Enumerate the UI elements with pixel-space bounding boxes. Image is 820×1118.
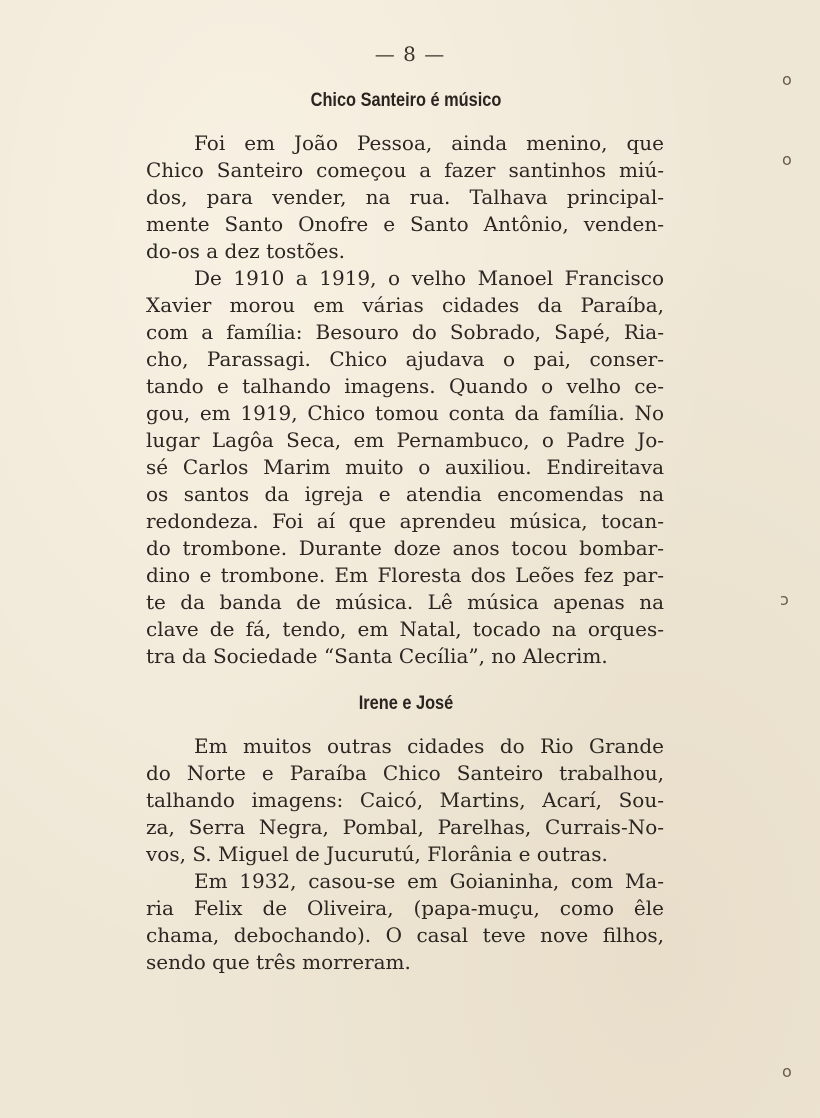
text-line: sé Carlos Marim muito o auxiliou. Endireitava	[146, 455, 664, 479]
text-line: talhando imagens: Caicó, Martins, Acarí, Sou-	[146, 788, 664, 812]
text-line: mente Santo Onofre e Santo Antônio, venden-	[146, 212, 664, 236]
text-line: te da banda de música. Lê música apenas na	[146, 590, 664, 614]
text-line: do Norte e Paraíba Chico Santeiro trabalhou,	[146, 761, 664, 785]
text-line: Chico Santeiro começou a fazer santinhos miú-	[146, 158, 664, 182]
text-line: Xavier morou em várias cidades da Paraíba,	[146, 293, 664, 317]
text-line: dino e trombone. Em Floresta dos Leões fez par-	[146, 563, 664, 587]
section-2-body-part-1	[146, 733, 664, 868]
section-2-body-part-2	[146, 868, 664, 976]
section-heading-irene-e-jose: Irene e José	[358, 693, 454, 714]
text-line: cho, Parassagi. Chico ajudava o pai, conser-	[146, 347, 664, 371]
text-line: chama, debochando). O casal teve nove filhos,	[146, 923, 664, 947]
text-line: De 1910 a 1919, o velho Manoel Francisco	[194, 266, 664, 290]
binding-hole-mark: o	[782, 70, 792, 89]
text-line: Foi em João Pessoa, ainda menino, que	[194, 131, 664, 155]
text-line: do trombone. Durante doze anos tocou bombar-	[146, 536, 664, 560]
text-line: dos, para vender, na rua. Talhava principal-	[146, 185, 664, 209]
text-line: sendo que três morreram.	[146, 950, 411, 974]
text-line: Em muitos outras cidades do Rio Grande	[194, 734, 664, 758]
text-line: gou, em 1919, Chico tomou conta da família. No	[146, 401, 664, 425]
text-line: do-os a dez tostões.	[146, 239, 345, 263]
text-line: lugar Lagôa Seca, em Pernambuco, o Padre Jo-	[146, 428, 664, 452]
page-number: — 8 —	[374, 42, 446, 66]
binding-hole-mark: o	[782, 1062, 792, 1081]
text-line: clave de fá, tendo, em Natal, tocado na orques-	[146, 617, 664, 641]
text-line: za, Serra Negra, Pombal, Parelhas, Currais-No-	[146, 815, 664, 839]
text-line: tra da Sociedade “Santa Cecília”, no Alecrim.	[146, 644, 608, 668]
section-1-body	[146, 130, 664, 670]
binding-hole-mark: o	[782, 150, 792, 169]
text-line: Em 1932, casou-se em Goianinha, com Ma-	[194, 869, 664, 893]
text-line: os santos da igreja e atendia encomendas na	[146, 482, 664, 506]
text-line: ria Felix de Oliveira, (papa-muçu, como êle	[146, 896, 664, 920]
section-heading-chico-santeiro: Chico Santeiro é músico	[310, 90, 502, 111]
text-line: tando e talhando imagens. Quando o velho ce-	[146, 374, 664, 398]
text-line: com a família: Besouro do Sobrado, Sapé, Ria-	[146, 320, 664, 344]
binding-hole-mark: ɔ	[780, 590, 789, 609]
text-line: redondeza. Foi aí que aprendeu música, tocan-	[146, 509, 664, 533]
text-line: vos, S. Miguel de Jucurutú, Florânia e outras.	[146, 842, 608, 866]
